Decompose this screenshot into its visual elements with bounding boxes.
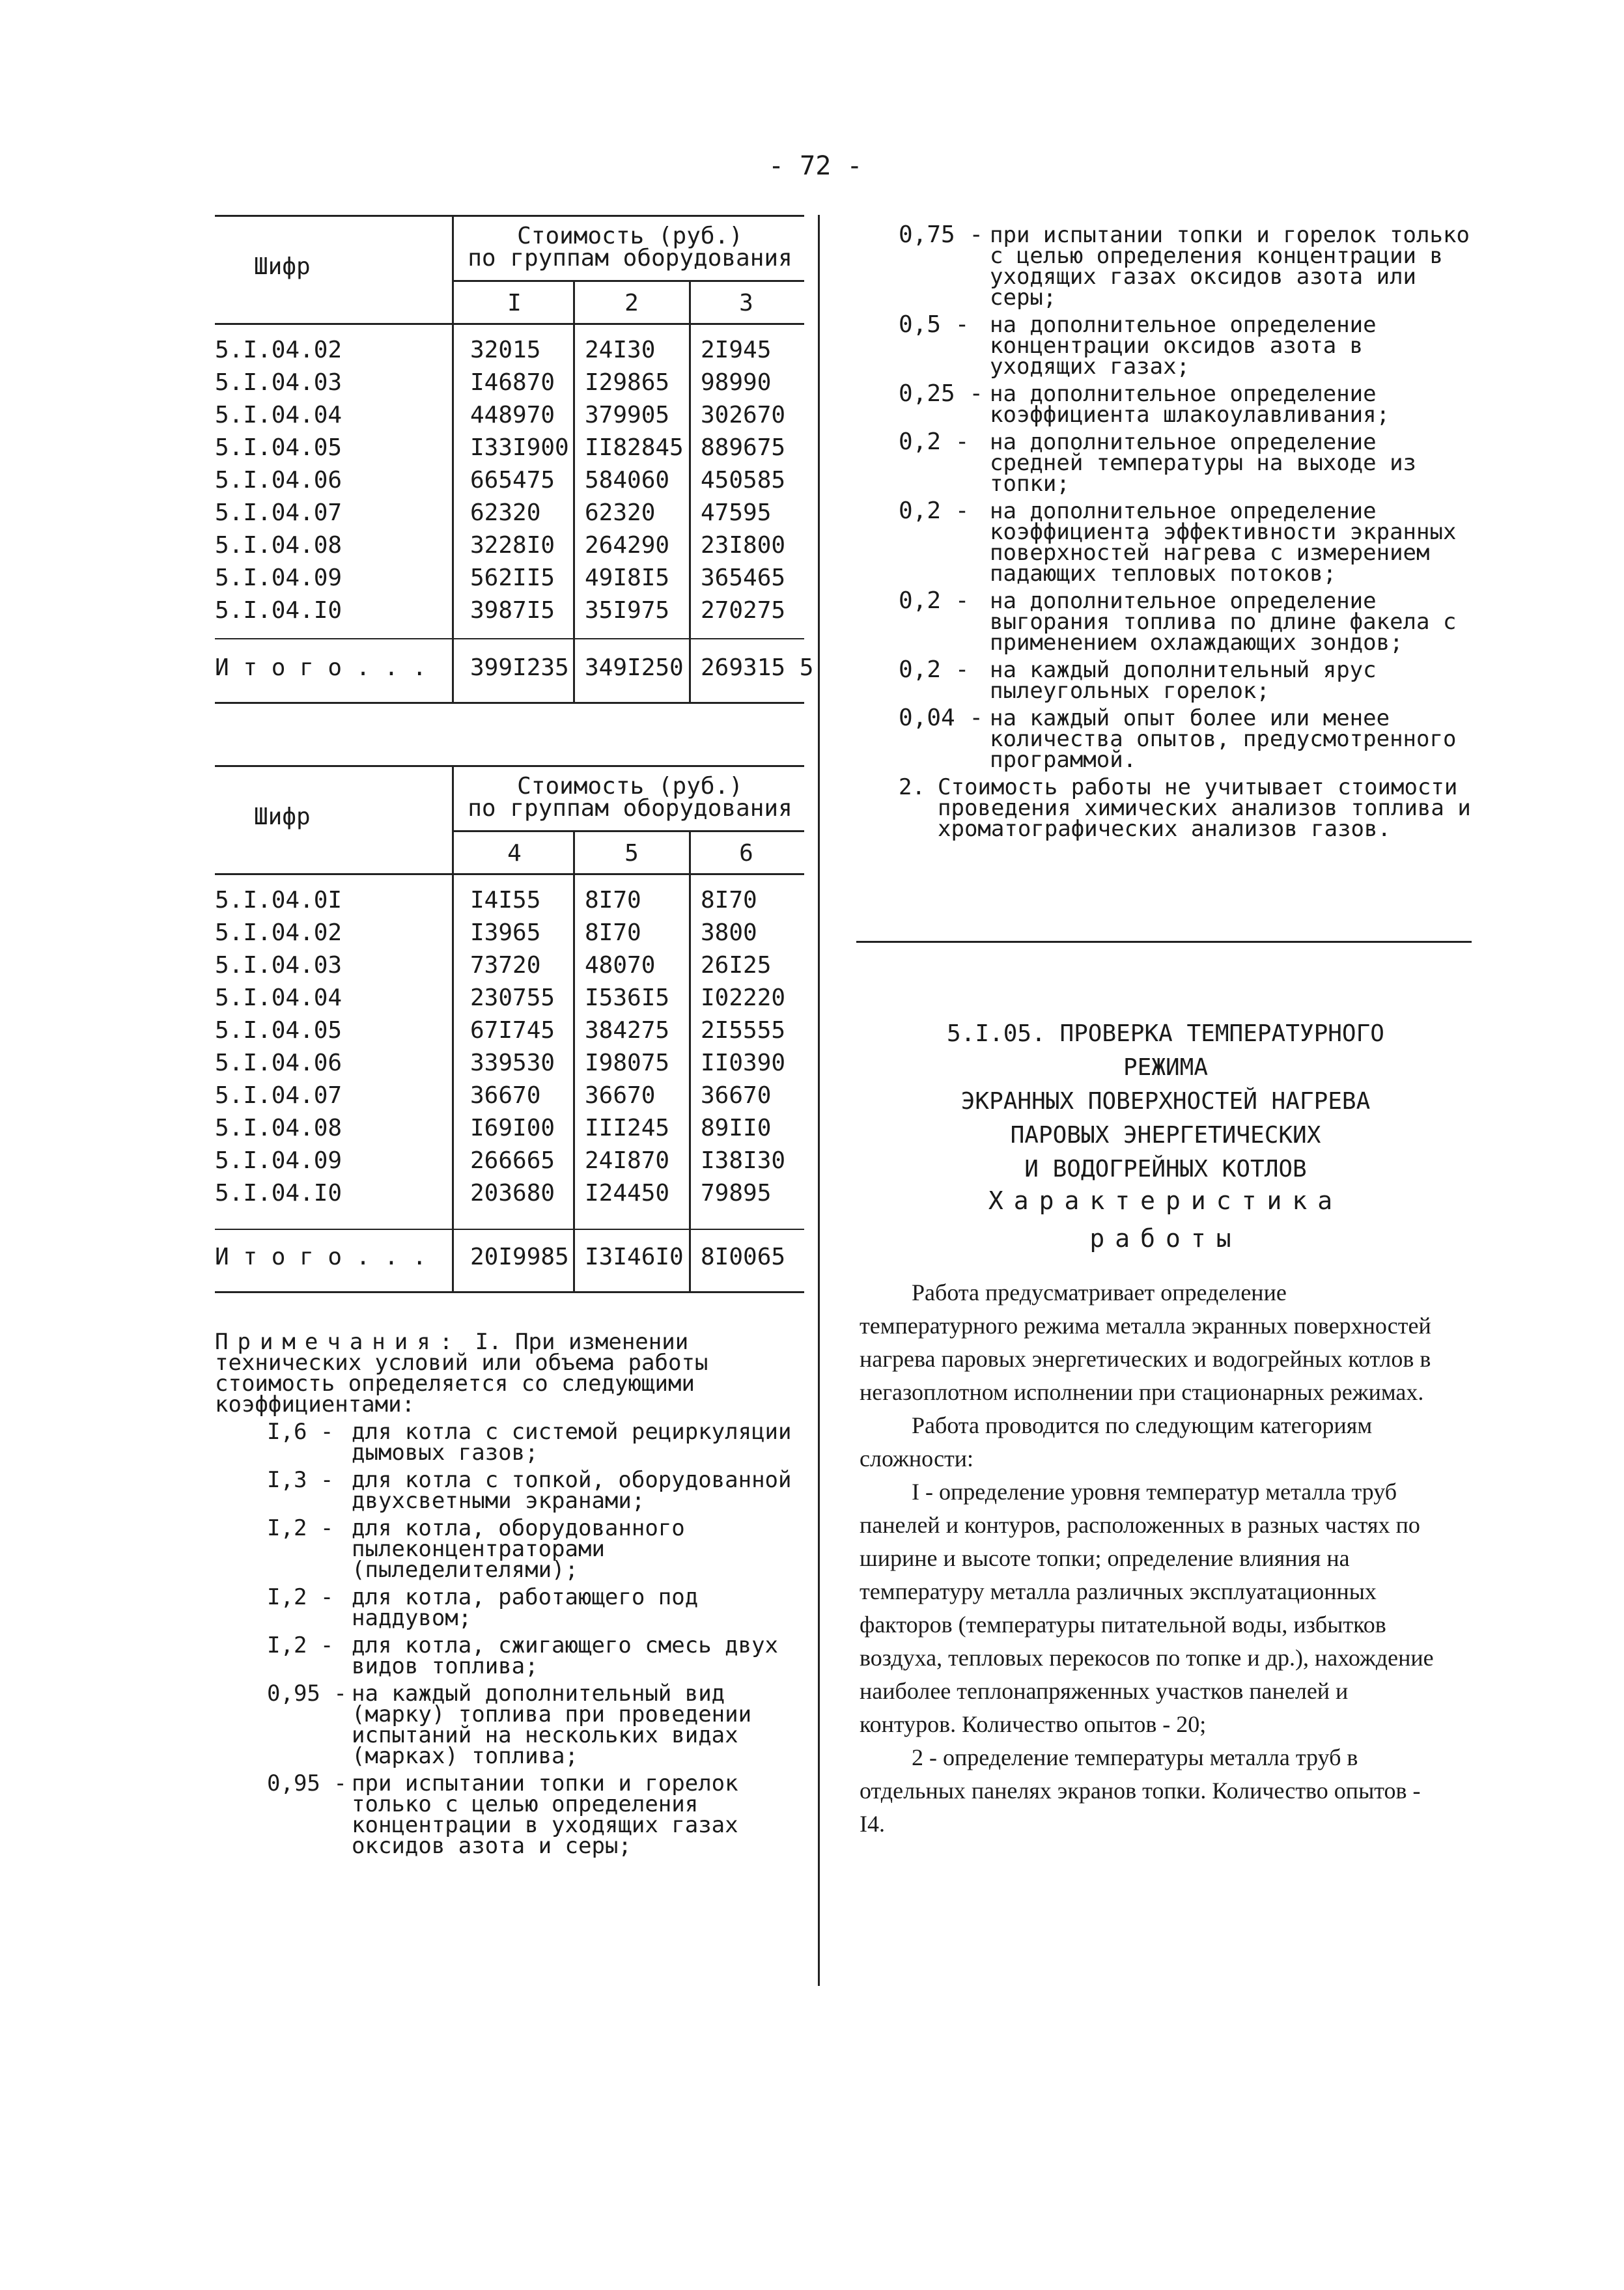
row-code: 5.I.04.06 — [215, 1050, 343, 1076]
row-value: 264290 — [585, 532, 670, 559]
row-value: 665475 — [470, 467, 555, 494]
row-value: 3987I5 — [470, 597, 555, 624]
column-header-shifr: Шифр — [254, 253, 311, 280]
row-value: 8I70 — [585, 887, 641, 914]
row-code: 5.I.04.0I — [215, 887, 343, 914]
column-header-cost — [456, 225, 804, 270]
row-code: 5.I.04.02 — [215, 337, 343, 363]
group-header: 3 — [739, 290, 753, 316]
section-heading-line: ЭКРАННЫХ ПОВЕРХНОСТЕЙ НАГРЕВА — [960, 1088, 1371, 1115]
coefficient-text: на дополнительное определение средней температуры на выходе из топки; — [990, 429, 1417, 497]
cost-header-line2: по группам оборудования — [468, 795, 792, 822]
row-value: 48070 — [585, 952, 656, 979]
group-header: I — [507, 290, 522, 316]
coefficient-item — [215, 1467, 801, 1514]
column-divider — [818, 215, 820, 1986]
row-value: 230755 — [470, 984, 555, 1011]
note-2-text: Стоимость работы не учитывает стоимости проведения химических анализов топлива и хроматографических анализов газов. — [938, 774, 1471, 842]
coefficient-value: I,2 - — [267, 1632, 334, 1658]
row-value: 302670 — [701, 402, 786, 428]
coefficient-item — [899, 428, 1472, 497]
row-value: 448970 — [470, 402, 555, 428]
row-code: 5.I.04.07 — [215, 499, 343, 526]
coefficient-item — [215, 1681, 801, 1769]
row-value: 889675 — [701, 434, 786, 461]
section-heading-line: 5.I.05. ПРОВЕРКА ТЕМПЕРАТУРНОГО РЕЖИМА — [947, 1020, 1384, 1081]
coefficient-item — [215, 1419, 801, 1466]
row-value: 49I8I5 — [585, 565, 670, 591]
cost-table-groups-1-3 — [215, 215, 814, 703]
row-value: II0390 — [701, 1050, 786, 1076]
total-value: I3I46I0 — [585, 1244, 684, 1270]
coefficient-value: 0,04 - — [899, 705, 984, 731]
row-value: 3800 — [701, 919, 757, 946]
row-value: 62320 — [470, 499, 541, 526]
row-value: I98075 — [585, 1050, 670, 1076]
coefficient-text: на дополнительное определение выгорания топлива по длине факела с применением охлаждающих зондов; — [990, 588, 1457, 656]
coefficient-item — [215, 1770, 801, 1859]
notes-lead — [215, 1329, 801, 1417]
coefficient-value: I,6 - — [267, 1419, 334, 1445]
row-code: 5.I.04.08 — [215, 532, 343, 559]
coefficient-item — [899, 497, 1472, 587]
row-code: 5.I.04.05 — [215, 1017, 343, 1044]
coefficient-item — [899, 221, 1472, 311]
row-value: 89II0 — [701, 1115, 772, 1141]
body-paragraph: Работа проводится по следующим категориям сложности: — [860, 1412, 1373, 1472]
coefficient-text: для котла с системой рециркуляции дымовых газов; — [352, 1419, 792, 1466]
cost-header-line1: Стоимость (руб.) — [517, 773, 743, 800]
row-value: 24I870 — [585, 1147, 670, 1174]
row-value: 98990 — [701, 369, 772, 396]
group-header: 4 — [507, 840, 522, 867]
coefficient-item — [215, 1632, 801, 1679]
characteristic-line: Характеристика — [988, 1186, 1343, 1215]
row-value: 450585 — [701, 467, 786, 494]
row-value: I29865 — [585, 369, 670, 396]
body-paragraph: I - определение уровня температур металла труб панелей и контуров, расположенных в разных частях по ширине и высоте топки; определение влияния на температуру металла различных эксплуатационных факторов (температуры питательной воды, избытков воздуха, тепловых перекосов по топке и др.), нахождение наиболее теплонапряженных участков панелей и контуров. Количество опытов - 20; — [860, 1479, 1434, 1737]
row-code: 5.I.04.09 — [215, 1147, 343, 1174]
row-value: 3228I0 — [470, 532, 555, 559]
row-value: 584060 — [585, 467, 670, 494]
coefficient-text: на каждый дополнительный ярус пылеугольных горелок; — [990, 657, 1377, 704]
coefficient-text: на каждый дополнительный вид (марку) топлива при проведении испытаний на нескольких видах (марках) топлива; — [352, 1681, 752, 1769]
total-value: 399I235 — [470, 654, 569, 681]
row-value: 2I5555 — [701, 1017, 786, 1044]
row-value: I4I55 — [470, 887, 541, 914]
row-value: I69I00 — [470, 1115, 555, 1141]
note-2 — [899, 774, 1472, 842]
row-code: 5.I.04.05 — [215, 434, 343, 461]
coefficient-value: 0,95 - — [267, 1681, 347, 1707]
coefficient-value: I,2 - — [267, 1515, 334, 1541]
row-value: I536I5 — [585, 984, 670, 1011]
row-code: 5.I.04.04 — [215, 984, 343, 1011]
row-value: 36670 — [470, 1082, 541, 1109]
coefficient-value: I,3 - — [267, 1467, 334, 1493]
characteristic-line: работы — [1089, 1224, 1242, 1253]
row-value: 62320 — [585, 499, 656, 526]
row-value: I02220 — [701, 984, 786, 1011]
row-value: 35I975 — [585, 597, 670, 624]
row-code: 5.I.04.07 — [215, 1082, 343, 1109]
coefficient-text: на дополнительное определение коэффициента эффективности экранных поверхностей нагрева с измерением падающих тепловых потоков; — [990, 498, 1457, 587]
section-heading-line: И ВОДОГРЕЙНЫХ КОТЛОВ — [1024, 1156, 1307, 1182]
row-value: 36670 — [701, 1082, 772, 1109]
row-value: 270275 — [701, 597, 786, 624]
coefficient-text: для котла, работающего под наддувом; — [352, 1584, 699, 1631]
coefficient-value: I,2 - — [267, 1584, 334, 1610]
coefficient-text: при испытании топки и горелок только с целью определения концентрации в уходящих газах оксидов азота или серы; — [990, 222, 1470, 311]
section-heading — [899, 1017, 1433, 1186]
total-label: И т о г о . . . — [215, 654, 427, 681]
notes — [215, 1329, 801, 1859]
coefficient-text: для котла, оборудованного пылеконцентраторами (пыледелителями); — [352, 1515, 685, 1583]
row-value: 266665 — [470, 1147, 555, 1174]
coefficient-value: 0,2 - — [899, 497, 970, 524]
coefficient-item — [899, 587, 1472, 656]
row-value: 79895 — [701, 1180, 772, 1207]
row-value: 8I70 — [585, 919, 641, 946]
total-value: 269315 5 — [701, 654, 814, 681]
total-value: 20I9985 — [470, 1244, 569, 1270]
coefficient-value: 0,2 - — [899, 587, 970, 614]
coefficient-text: на каждый опыт более или менее количества опытов, предусмотренного программой. — [990, 705, 1457, 773]
group-header: 6 — [739, 840, 753, 867]
coefficient-value: 0,25 - — [899, 380, 984, 407]
coefficient-item — [899, 656, 1472, 704]
row-code: 5.I.04.04 — [215, 402, 343, 428]
cost-header-line2: по группам оборудования — [468, 245, 792, 272]
section-divider — [856, 941, 1472, 943]
characteristic-heading — [899, 1182, 1433, 1257]
coefficient-value: 0,2 - — [899, 428, 970, 455]
coefficient-text: на дополнительное определение коэффициента шлакоулавливания; — [990, 381, 1390, 428]
row-value: II82845 — [585, 434, 684, 461]
row-value: 339530 — [470, 1050, 555, 1076]
row-code: 5.I.04.03 — [215, 952, 343, 979]
total-value: 8I0065 — [701, 1244, 786, 1270]
row-value: 562II5 — [470, 565, 555, 591]
row-value: 73720 — [470, 952, 541, 979]
row-code: 5.I.04.09 — [215, 565, 343, 591]
total-value: 349I250 — [585, 654, 684, 681]
total-label: И т о г о . . . — [215, 1244, 427, 1270]
group-header: 5 — [624, 840, 639, 867]
row-value: 8I70 — [701, 887, 757, 914]
cost-header-line1: Стоимость (руб.) — [517, 223, 743, 249]
coefficient-item — [215, 1515, 801, 1583]
row-value: I3965 — [470, 919, 541, 946]
coefficient-text: для котла, сжигающего смесь двух видов топлива; — [352, 1632, 779, 1679]
row-value: III245 — [585, 1115, 670, 1141]
row-code: 5.I.04.08 — [215, 1115, 343, 1141]
group-header: 2 — [624, 290, 639, 316]
row-value: 365465 — [701, 565, 786, 591]
coefficient-value: 0,95 - — [267, 1770, 347, 1796]
row-code: 5.I.04.02 — [215, 919, 343, 946]
row-value: 67I745 — [470, 1017, 555, 1044]
notes-title: Примечания: — [215, 1329, 462, 1355]
coefficient-item — [899, 311, 1472, 380]
coefficient-text: при испытании топки и горелок только с целью определения концентрации в уходящих газах оксидов азота и серы; — [352, 1770, 738, 1859]
column-header-cost — [456, 775, 804, 820]
row-value: I46870 — [470, 369, 555, 396]
coefficient-value: 0,2 - — [899, 656, 970, 683]
page-number: - 72 - — [768, 151, 863, 181]
row-code: 5.I.04.03 — [215, 369, 343, 396]
row-value: 379905 — [585, 402, 670, 428]
row-value: 2I945 — [701, 337, 772, 363]
notes-lead-text: I. При изменении технических условий или объема работы стоимость определяется со следующими коэффициентами: — [215, 1329, 708, 1417]
coefficient-value: 0,75 - — [899, 221, 984, 248]
row-value: 203680 — [470, 1180, 555, 1207]
column-header-shifr: Шифр — [254, 803, 311, 830]
row-value: I24450 — [585, 1180, 670, 1207]
right-coefficients — [899, 221, 1472, 842]
row-code: 5.I.04.I0 — [215, 597, 343, 624]
coefficient-item — [899, 705, 1472, 773]
note-2-number: 2. — [899, 774, 925, 800]
row-value: 47595 — [701, 499, 772, 526]
body-paragraph: 2 - определение температуры металла труб в отдельных панелях экранов топки. Количество опытов - I4. — [860, 1744, 1421, 1837]
row-value: 23I800 — [701, 532, 786, 559]
cost-table-groups-4-6 — [215, 765, 804, 1292]
coefficient-item — [899, 380, 1472, 428]
work-description — [860, 1276, 1446, 1841]
row-value: 24I30 — [585, 337, 656, 363]
coefficient-text: на дополнительное определение концентрации оксидов азота в уходящих газах; — [990, 312, 1377, 380]
row-value: 26I25 — [701, 952, 772, 979]
body-paragraph: Работа предусматривает определение температурного режима металла экранных поверхностей нагрева паровых энергетических и водогрейных котлов в негазоплотном исполнении при стационарных режимах. — [860, 1279, 1431, 1405]
coefficient-value: 0,5 - — [899, 311, 970, 338]
row-value: 36670 — [585, 1082, 656, 1109]
row-value: I33I900 — [470, 434, 569, 461]
row-value: I38I30 — [701, 1147, 786, 1174]
row-value: 384275 — [585, 1017, 670, 1044]
section-heading-line: ПАРОВЫХ ЭНЕРГЕТИЧЕСКИХ — [1010, 1122, 1321, 1149]
coefficient-item — [215, 1584, 801, 1631]
row-value: 32015 — [470, 337, 541, 363]
row-code: 5.I.04.I0 — [215, 1180, 343, 1207]
coefficient-text: для котла с топкой, оборудованной двухсветными экранами; — [352, 1467, 792, 1514]
row-code: 5.I.04.06 — [215, 467, 343, 494]
